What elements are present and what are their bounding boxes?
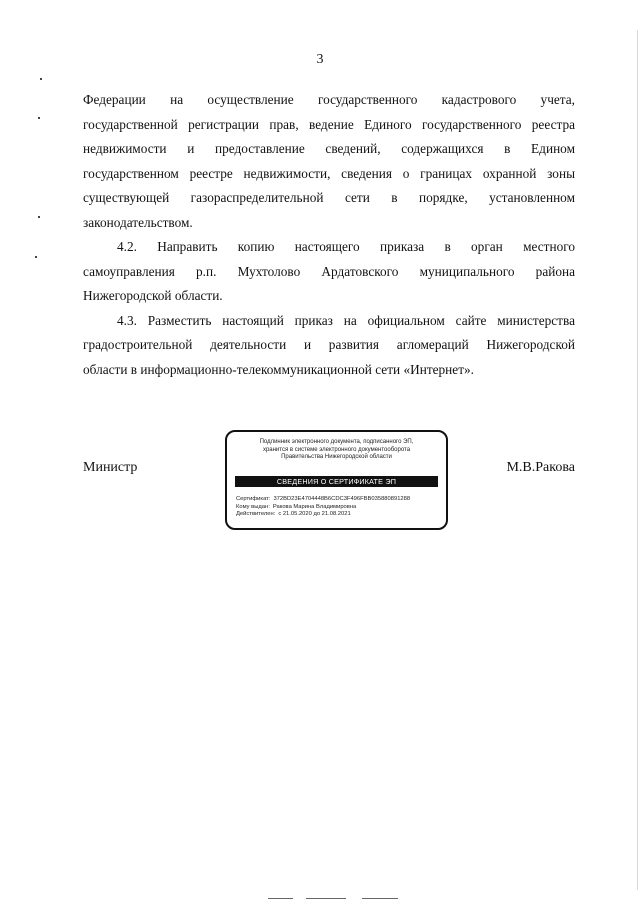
text-line: недвижимости и предоставление сведений, содержащихся в Едином	[83, 141, 575, 156]
certificate-value: 372BD23E4704448B6CDC3F496FBB035880891288	[273, 496, 411, 502]
scan-speck	[35, 256, 37, 258]
text-line: самоуправления р.п. Мухтолово Ардатовского муниципального района	[83, 263, 575, 279]
scan-speck	[40, 78, 42, 80]
stamp-header-line: хранится в системе электронного документооборота	[262, 446, 411, 453]
paragraph-4-3	[83, 309, 575, 383]
issued-to-value: Ракова Марина Владимировна	[272, 503, 357, 510]
text-line: Нижегородской области.	[83, 288, 223, 303]
stamp-header-line: Подлинник электронного документа, подписанного ЭП,	[259, 439, 414, 445]
stamp-header-line: Правительства Нижегородской области	[281, 454, 392, 460]
signer-name: М.В.Ракова	[506, 460, 575, 475]
validity-label: Действителен:	[236, 511, 276, 518]
text-line: государственной регистрации прав, ведение Единого государственного реестра	[83, 116, 575, 132]
scan-bottom-line	[306, 898, 346, 899]
certificate-row	[236, 496, 440, 504]
scan-speck	[38, 216, 40, 218]
certificate-label: Сертификат:	[236, 496, 271, 502]
text-line: законодательством.	[83, 214, 193, 230]
validity-value: с 21.05.2020 до 21.08.2021	[278, 511, 351, 518]
scan-edge-line	[637, 30, 638, 890]
paragraph-4-2	[83, 235, 575, 309]
text-line: 4.2. Направить копию настоящего приказа в орган местного	[117, 239, 575, 254]
e-signature-stamp	[225, 430, 448, 530]
stamp-details	[236, 496, 440, 519]
document-body	[83, 88, 575, 382]
text-line: существующей газораспределительной сети в порядке, установленном	[83, 190, 575, 205]
scan-bottom-line	[268, 898, 293, 899]
scan-bottom-line	[362, 898, 398, 899]
paragraph-registration	[83, 88, 575, 235]
issued-to-label: Кому выдан:	[236, 503, 270, 510]
text-line: 4.3. Разместить настоящий приказ на официальном сайте министерства	[117, 312, 575, 328]
text-line: области в информационно-телекоммуникационной сети «Интернет».	[83, 361, 474, 377]
signer-position: Министр	[83, 460, 138, 475]
validity-row	[236, 511, 440, 519]
stamp-header	[233, 439, 440, 462]
text-line: государственном реестре недвижимости, сведения о границах охранной зоны	[83, 165, 575, 181]
scan-speck	[38, 117, 40, 119]
stamp-band-title: СВЕДЕНИЯ О СЕРТИФИКАТЕ ЭП	[235, 476, 438, 487]
page-number: 3	[316, 52, 324, 67]
text-line: Федерации на осуществление государственного кадастрового учета,	[83, 92, 575, 107]
text-line: градостроительной деятельности и развития агломераций Нижегородской	[83, 337, 575, 352]
